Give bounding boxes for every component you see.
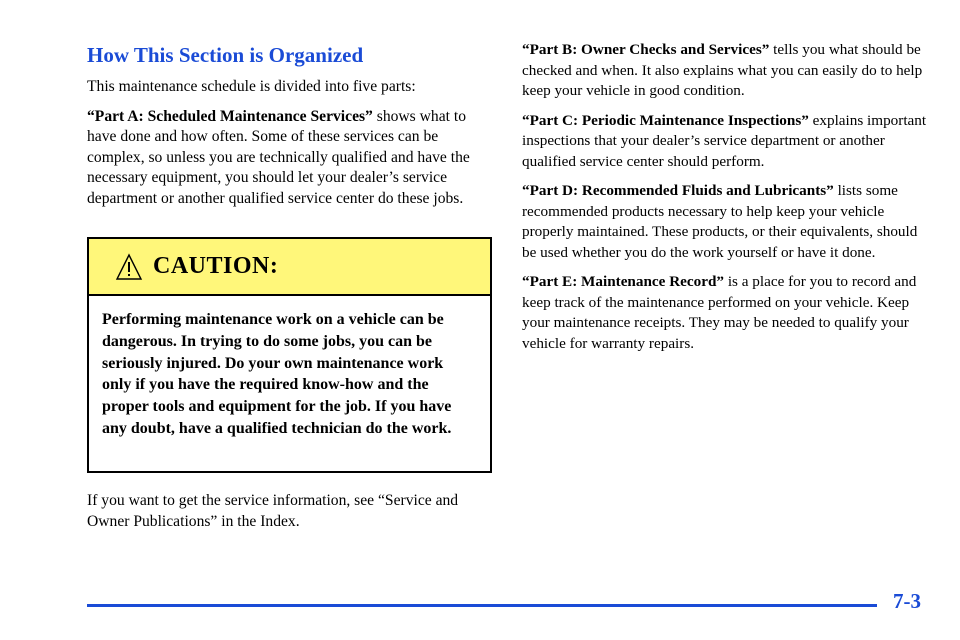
service-info-text: If you want to get the service information, see “Service and Owner Publications” in the Index. xyxy=(87,492,459,530)
part-b-text: tells you what should be checked and when. It also explains what you can easily do to help keep your vehicle in good condition. xyxy=(522,41,923,99)
part-d-lead: “Part D: Recommended Fluids and Lubricants” xyxy=(522,182,834,199)
part-c-text: explains important inspections that your dealer’s service department or another qualified service center should perform. xyxy=(522,111,927,170)
section-title: How This Section is Organized xyxy=(87,43,364,67)
part-b-lead: “Part B: Owner Checks and Services” xyxy=(522,41,770,58)
part-a-text: shows what to have done and how often. Some of these services can be complex, so unless you are technically qualified and have the necessary equipment, you should let your dealer’s service department or another qualified service center do these jobs. xyxy=(87,107,470,207)
warning-triangle-icon xyxy=(115,253,143,281)
part-e-lead: “Part E: Maintenance Record” xyxy=(522,273,725,290)
right-column xyxy=(522,40,927,363)
intro-paragraph: This maintenance schedule is divided into five parts: xyxy=(87,78,416,95)
footer-rule xyxy=(87,604,877,607)
part-e-paragraph xyxy=(522,272,927,354)
part-e-text: is a place for you to record and keep track of the maintenance performed on your vehicle. Keep your maintenance receipts. They may be needed to qualify your vehicle for warranty repairs. xyxy=(522,273,917,352)
part-c-paragraph xyxy=(522,111,927,173)
left-column xyxy=(87,40,492,218)
part-b-paragraph xyxy=(522,40,927,102)
page-number: 7-3 xyxy=(893,589,921,613)
part-d-paragraph xyxy=(522,181,927,263)
caution-body: Performing maintenance work on a vehicle can be dangerous. In trying to do some jobs, you can be seriously injured. Do your own maintenance work only if you have the required know-how and the proper tools and equipment for the job. If you have any doubt, have a qualified technician do the work. xyxy=(102,311,452,437)
part-a-paragraph xyxy=(87,107,492,210)
part-d-text: lists some recommended products necessary to help keep your vehicle properly maintained. These products, or their equivalents, should be used whether you do the work yourself or have it done. xyxy=(522,182,918,261)
part-c-lead: “Part C: Periodic Maintenance Inspections” xyxy=(522,111,809,129)
service-info-paragraph xyxy=(87,491,492,541)
caution-box xyxy=(87,237,492,473)
caution-header xyxy=(89,239,490,296)
part-a-lead: “Part A: Scheduled Maintenance Services” xyxy=(87,107,373,125)
caution-label: CAUTION: xyxy=(153,253,279,279)
